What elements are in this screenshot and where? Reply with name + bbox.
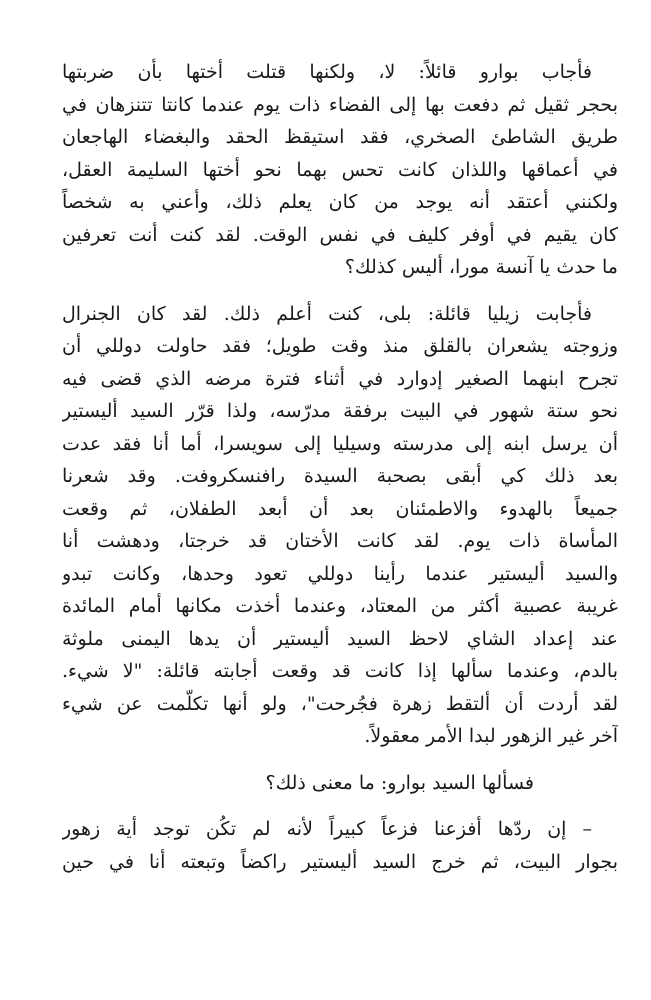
text-line: طريق الشاطئ الصخري، فقد استيقظ الحقد والبغضاء الهاجعان [62,126,618,148]
text-line: جميعاً بالهدوء والاطمئنان بعد أن أبعد الطفلان، ثم وقعت [62,497,618,520]
book-page [62,56,618,892]
text-line: ولكنني أعتقد أنه يوجد من كان يعلم ذلك، وأعني به شخصاً [62,191,618,213]
paragraph-3 [62,767,618,800]
text-line: فأجابت زيليا قائلة: بلى، كنت أعلم ذلك. لقد كان الجنرال [62,302,592,325]
text-line: عند إعداد الشاي لاحظ السيد أليستير أن يدها اليمنى ملوثة [62,627,618,650]
text-line: فأجاب بوارو قائلاً: لا، ولكنها قتلت أختها بأن ضربتها [62,61,592,83]
text-line: لقد أردت أن ألتقط زهرة فجُرحت"، ولو أنها تكلّمت عن شيء [62,692,618,715]
paragraph-4 [62,813,618,878]
text-line: بجوار البيت، ثم خرج السيد أليستير راكضاً وتبعته أنا في حين [62,850,618,873]
text-line: آخر غير الزهور لبدا الأمر معقولاً. [364,725,618,747]
text-line: وزوجته يشعران بالقلق منذ وقت طويل؛ فقد حاولت دوللي أن [62,335,618,357]
text-line: أن يرسل ابنه إلى مدرسته وسيليا إلى سويسرا، أما أنا فقد عدت [62,432,618,455]
text-line: تجرح ابنهما الصغير إدوارد في أثناء فترة مرضه الذي قضى فيه [62,367,618,390]
paragraph-2 [62,298,618,753]
text-line: غريبة عصبية أكثر من المعتاد، وعندما أخذت مكانها أمام المائدة [62,595,618,617]
text-line: ما حدث يا آنسة مورا، أليس كذلك؟ [344,256,618,278]
text-line: والسيد أليستير عندما رأينا دوللي تعود وحدها، وكانت تبدو [62,562,618,585]
text-line: – إن ردّها أفزعنا فزعاً كبيراً لأنه لم تكُن توجد أية زهور [62,818,592,840]
text-line: بعد ذلك كي أبقى بصحبة السيدة رافنسكروفت. وقد شعرنا [62,465,618,487]
paragraph-1 [62,56,618,284]
text-line: بحجر ثقيل ثم دفعت بها إلى الفضاء ذات يوم عندما كانتا تتنزهان في [62,93,618,116]
text-line: في أعماقها واللذان كانت تحس بهما نحو أختها السليمة العقل، [62,158,618,181]
text-line: كان يقيم في أوفر كليف في نفس الوقت. لقد كنت أنت تعرفين [62,223,618,246]
text-line: المأساة ذات يوم. لقد كانت الأختان قد خرجتا، ودهشت أنا [62,530,618,552]
text-line: فسألها السيد بوارو: ما معنى ذلك؟ [265,771,534,794]
text-line: نحو ستة شهور في البيت برفقة مدرّسه، ولذا قرّر السيد أليستير [62,400,618,422]
text-line: بالدم، وعندما سألها إذا كانت قد وقعت أجابته قائلة: "لا شيء. [62,660,618,682]
